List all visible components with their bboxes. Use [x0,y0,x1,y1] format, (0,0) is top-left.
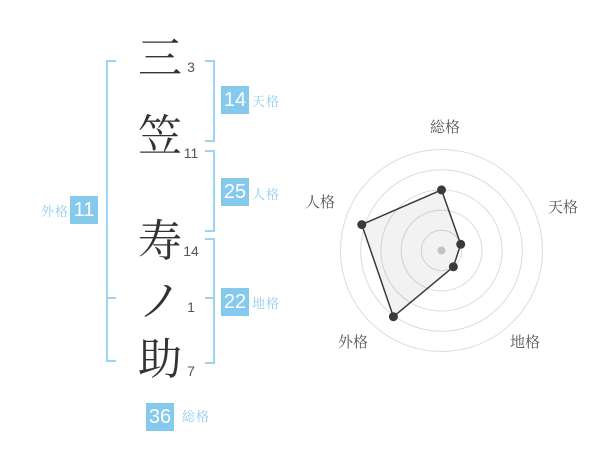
radar-polygon [362,190,461,317]
tenkaku-bracket [205,60,215,142]
stroke-count: 11 [183,145,199,161]
radar-axis-label: 人格 [304,194,336,211]
tenkaku-label: 天格 [252,94,281,109]
name-char: 助 [138,335,182,384]
name-char: 三 [138,34,182,83]
radar-axis-label: 総格 [429,119,461,136]
radar-axis-label: 地格 [509,334,541,351]
radar-vertex-dot [456,240,465,249]
radar-vertex-dot [449,262,458,271]
stroke-count: 1 [187,299,195,315]
name-char: 寿 [138,217,182,266]
jinkaku-bracket [205,150,215,232]
jinkaku-label: 人格 [252,187,281,202]
gaikaku-bracket-mid-tick [108,297,116,299]
radar-chart [290,110,600,360]
stroke-count: 7 [187,363,195,379]
chikaku-bracket [205,238,215,364]
gaikaku-value-box: 11 [70,196,98,224]
name-char: ノ [138,277,182,326]
gaikaku-label: 外格 [41,204,70,219]
stroke-count: 3 [187,59,195,75]
radar-axis-label: 外格 [337,334,369,351]
chikaku-label: 地格 [252,296,281,311]
jinkaku-value-box: 25 [221,178,249,206]
name-char: 笠 [138,112,182,161]
radar-vertex-dot [357,220,366,229]
chikaku-bracket-mid-tick [205,297,213,299]
chikaku-value-box: 22 [221,288,249,316]
radar-vertex-dot [389,312,398,321]
gaikaku-bracket [106,60,116,362]
radar-vertex-dot [437,185,446,194]
soukaku-value-box: 36 [146,403,174,431]
tenkaku-value-box: 14 [221,86,249,114]
soukaku-label: 総格 [182,409,211,424]
radar-center-dot [438,247,446,255]
radar-axis-label: 天格 [547,199,579,216]
stroke-count: 14 [183,243,199,259]
